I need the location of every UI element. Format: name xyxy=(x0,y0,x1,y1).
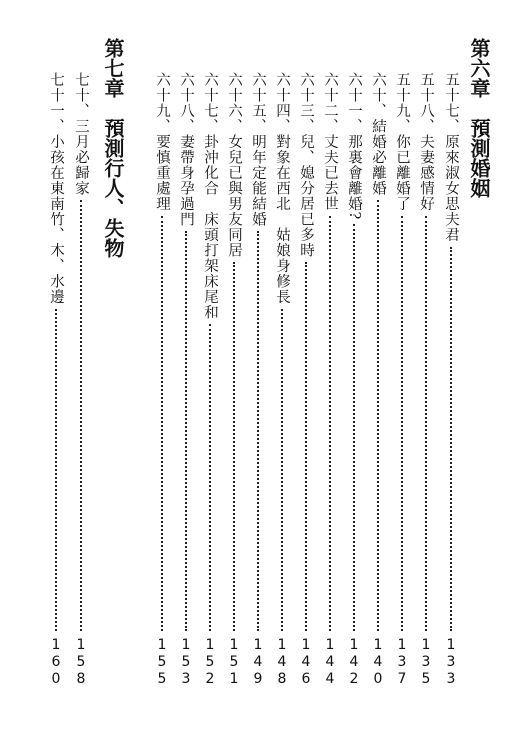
toc-entry-62[interactable] xyxy=(320,72,340,688)
dot-leader xyxy=(55,309,57,632)
page-number: 137 xyxy=(394,637,410,688)
page-number: 144 xyxy=(322,637,338,688)
dot-leader xyxy=(281,309,283,632)
entry-title: 七十一、小孩在東南竹、木、水邊 xyxy=(48,72,64,305)
toc-entry-60[interactable] xyxy=(368,72,388,688)
page-number: 148 xyxy=(274,637,290,688)
page-number: 133 xyxy=(443,637,459,688)
dot-leader xyxy=(80,200,82,631)
chapter-6-number: 第六章 xyxy=(467,38,491,98)
dot-leader xyxy=(161,216,163,632)
toc-entry-65[interactable] xyxy=(248,72,268,688)
dot-leader xyxy=(305,262,307,631)
entry-title: 六十五、明年定能結婚 xyxy=(250,72,266,227)
toc-entry-61[interactable] xyxy=(344,72,364,688)
page-number: 146 xyxy=(298,637,314,688)
dot-leader xyxy=(329,216,331,632)
entry-title: 六十三、兒、媳分居已多時 xyxy=(298,72,314,258)
page-number: 158 xyxy=(73,637,89,688)
dot-leader xyxy=(353,224,355,631)
entry-title: 六十九、要慎重處理 xyxy=(154,72,170,212)
page-number: 140 xyxy=(370,637,386,688)
dot-leader xyxy=(377,200,379,631)
dot-leader xyxy=(185,231,187,631)
page-number: 142 xyxy=(346,637,362,688)
page-number: 160 xyxy=(48,637,64,688)
entry-title: 六十六、女兒已與男友同居 xyxy=(226,72,242,258)
entry-title: 七十、三月必歸家 xyxy=(73,72,89,196)
entry-title: 五十八、夫妻感情好 xyxy=(418,72,434,212)
dot-leader xyxy=(425,216,427,632)
dot-leader xyxy=(209,324,211,631)
page-number: 149 xyxy=(250,637,266,688)
entry-title: 五十九、你已離婚了 xyxy=(394,72,410,212)
page-number: 153 xyxy=(178,637,194,688)
entry-title: 六十八、妻帶身孕過門 xyxy=(178,72,194,227)
toc-entry-67[interactable] xyxy=(200,72,220,688)
chapter-7-title: 預測行人、失物 xyxy=(101,118,125,258)
toc-entry-69[interactable] xyxy=(152,72,172,688)
entry-title: 六十七、卦沖化合 床頭打架床尾和 xyxy=(202,72,218,320)
entry-title: 六十四、對象在西北 姑娘身修長 xyxy=(274,72,290,305)
toc-entry-71[interactable] xyxy=(46,72,66,688)
entry-title: 六十一、那裏會離婚? xyxy=(346,72,362,221)
page-number: 155 xyxy=(154,637,170,688)
chapter-6-heading xyxy=(466,38,492,198)
toc-entry-68[interactable] xyxy=(176,72,196,688)
toc-entry-70[interactable] xyxy=(71,72,91,688)
page-number: 135 xyxy=(418,637,434,688)
toc-entry-57[interactable] xyxy=(441,72,461,688)
chapter-6-title: 預測婚姻 xyxy=(467,118,491,198)
toc-entry-64[interactable] xyxy=(272,72,292,688)
dot-leader xyxy=(401,216,403,632)
entry-title: 六十二、丈夫已去世 xyxy=(322,72,338,212)
dot-leader xyxy=(233,262,235,631)
chapter-7-number: 第七章 xyxy=(101,38,125,98)
toc-entry-58[interactable] xyxy=(416,72,436,688)
entry-title: 五十七、原來淑女思夫君 xyxy=(443,72,459,243)
chapter-7-heading xyxy=(100,38,126,258)
dot-leader xyxy=(257,231,259,631)
toc-entry-59[interactable] xyxy=(392,72,412,688)
entry-title: 六十、結婚必離婚 xyxy=(370,72,386,196)
page-number: 152 xyxy=(202,637,218,688)
page-number: 151 xyxy=(226,637,242,688)
toc-entry-66[interactable] xyxy=(224,72,244,688)
toc-entry-63[interactable] xyxy=(296,72,316,688)
dot-leader xyxy=(450,247,452,632)
